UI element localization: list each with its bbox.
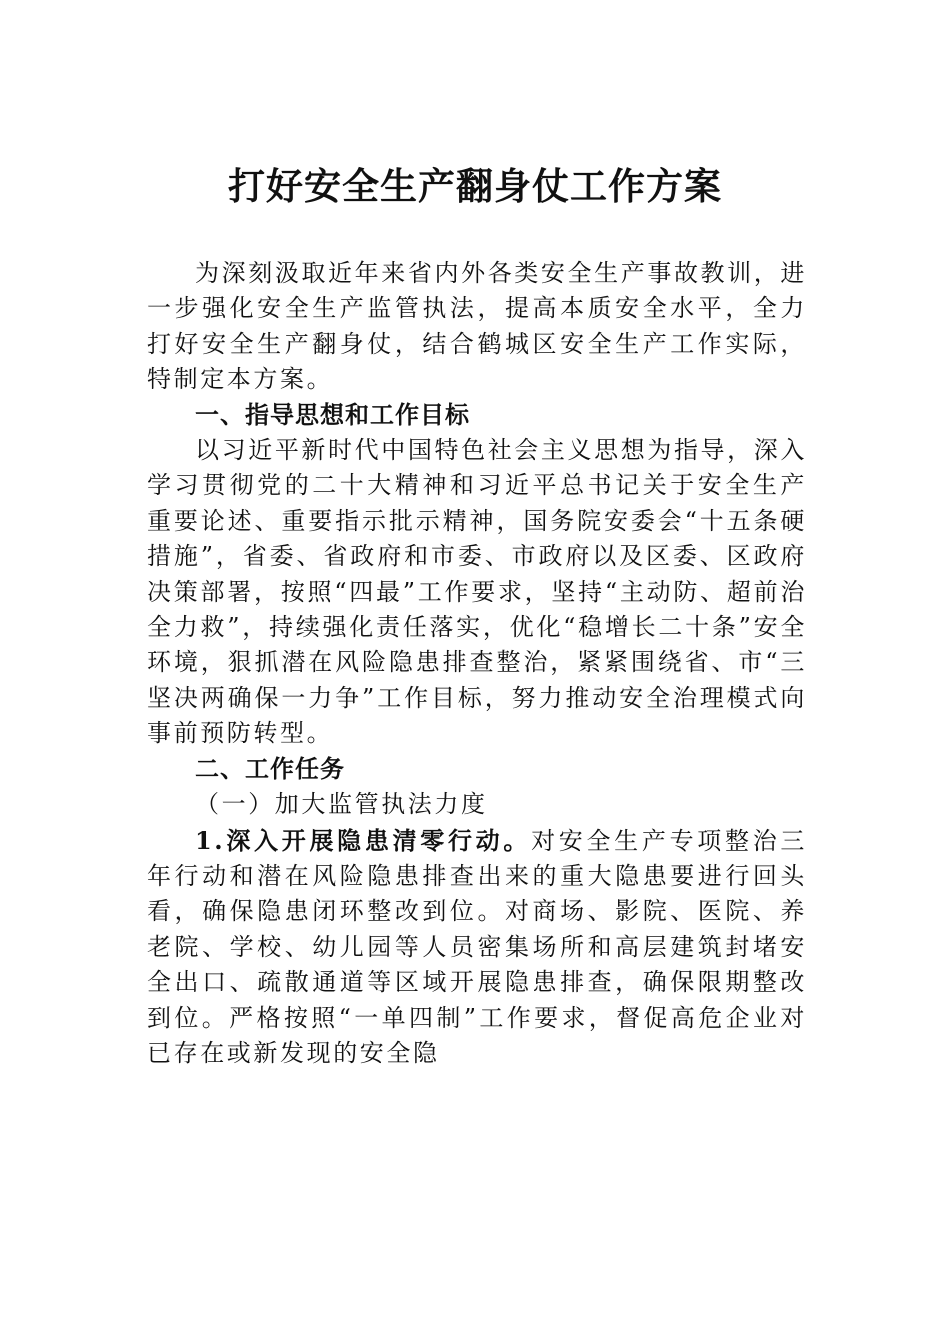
item-1-paragraph xyxy=(147,823,807,1072)
section-heading-guiding-principles: 一、指导思想和工作目标 xyxy=(195,400,470,429)
document-body xyxy=(147,256,807,1071)
guiding-principles-paragraph: 以习近平新时代中国特色社会主义思想为指导，深入学习贯彻党的二十大精神和习近平总书记关于安全生产重要论述、重要指示批示精神，国务院安委会“十五条硬措施”，省委、省政府和市委、市政府以及区委、区政府决策部署，按照“四最”工作要求，坚持“主动防、超前治全力救”，持续强化责任落实，优化“稳增长二十条”安全环境，狠抓潜在风险隐患排查整治，紧紧围绕省、市“三坚决两确保一力争”工作目标，努力推动安全治理模式向事前预防转型。 xyxy=(147,436,807,748)
subsection-heading-enforcement: （一）加大监管执法力度 xyxy=(195,790,488,819)
item-1-lead: 1.深入开展隐患清零行动。 xyxy=(195,825,532,855)
item-1-body: 对安全生产专项整治三年行动和潜在风险隐患排查出来的重大隐患要进行回头看，确保隐患闭环整改到位。对商场、影院、医院、养老院、学校、幼儿园等人员密集场所和高层建筑封堵安全出口、疏散通道等区域开展隐患排查，确保限期整改到位。严格按照“一单四制”工作要求，督促高危企业对已存在或新发现的安全隐 xyxy=(147,826,807,1067)
section-heading-work-tasks: 二、工作任务 xyxy=(195,754,345,783)
document-title: 打好安全生产翻身仗工作方案 xyxy=(228,164,722,208)
intro-paragraph: 为深刻汲取近年来省内外各类安全生产事故教训，进一步强化安全生产监管执法，提高本质安全水平，全力打好安全生产翻身仗，结合鹤城区安全生产工作实际，特制定本方案。 xyxy=(147,259,807,394)
